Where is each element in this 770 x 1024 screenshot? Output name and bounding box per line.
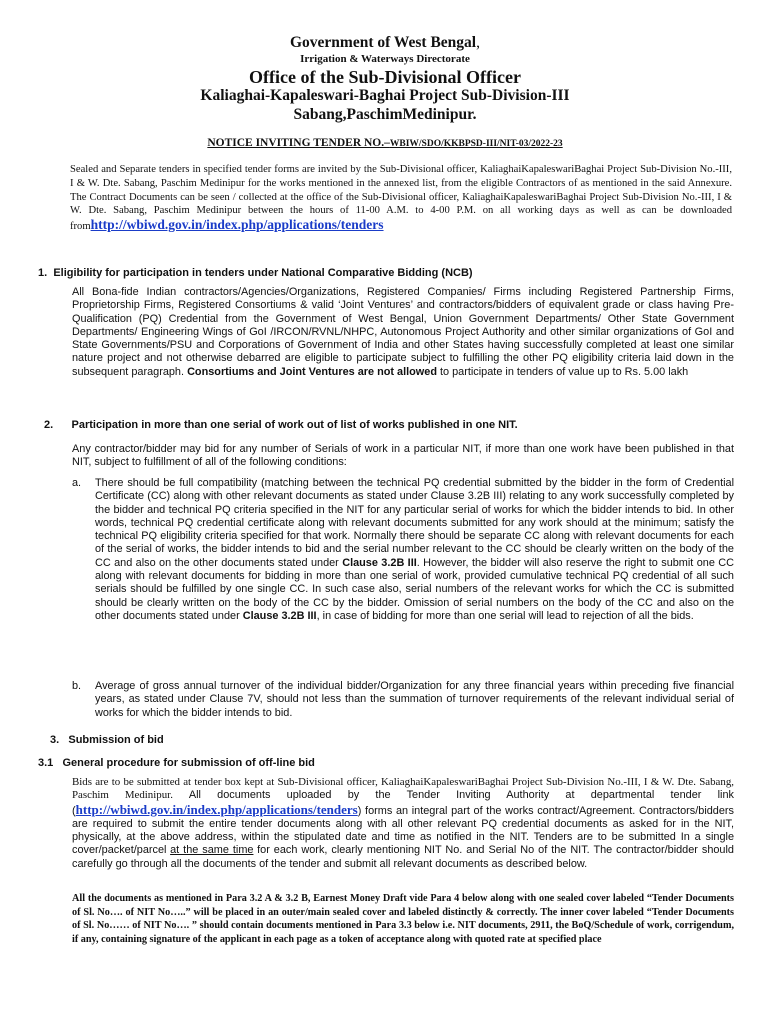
notice-title: NOTICE INVITING TENDER NO.–WBIW/SDO/KKBPSD-III/NIT-03/2022-23	[207, 137, 563, 149]
header-project: Kaliaghai-Kapaleswari-Baghai Project Sub-Division-III	[200, 87, 570, 104]
departmental-tender-link[interactable]: http://wbiwd.gov.in/index.php/applications/tenders	[75, 801, 358, 817]
intro-paragraph: Sealed and Separate tenders in specified tender forms are invited by the Sub-Divisional officer, KaliaghaiKapaleswariBaghai Project Sub-Division No.-III, I & W. Dte. Sabang, Paschim Medinipur for the works mentioned in the annexed list, from the eligible Contractors of as mentioned in the said Annexure. The Contract Documents can be seen / collected at the office of the Sub-Divisional officer, KaliaghaiKapaleswariBaghai Project Sub-Division No.-III, I & W. Dte. Sabang, Paschim Medinipur between the hours of 11-00 A.M. to 4-00 P.M. on all working days as well as can be downloaded fromhttp://wbiwd.gov.in/index.php/applications/tenders	[70, 164, 732, 233]
section-3-1-text: Bids are to be submitted at tender box kept at Sub-Divisional officer, KaliaghaiKapaleswariBaghai Project Sub-Division No.-III, I & W. Dte. Sabang, Paschim Medinipur. All documents uploaded by the Tender Inviting Authority at departmental tender link (http://wbiwd.gov.in/index.php/applications/tenders) forms an integral part of the works contract/Agreement. Contractors/bidders are required to submit the entire tender documents along with all other relevant PQ credential documents as asked for in the NIT, physically, at the above address, within the stipulated date and time as notified in the NIT. Tenders are to be submitted In a single cover/packet/parcel at the same time for each work, clearly mentioning NIT No. and Serial No of the NIT. The contractor/bidder should carefully go through all the documents of the tender and submit all relevant documents as described below.	[72, 776, 734, 870]
section-2-heading: 2. Participation in more than one serial of work out of list of works published in one NIT.	[44, 419, 518, 431]
header-directorate: Irrigation & Waterways Directorate	[300, 53, 470, 65]
header-place: Sabang,PaschimMedinipur.	[293, 106, 477, 123]
section-3-1-heading: 3.1 General procedure for submission of off-line bid	[38, 757, 315, 769]
section-1-text: All Bona-fide Indian contractors/Agencies/Organizations, Registered Companies/ Firms including Registered Partnership Firms, Proprietorship Firms, Registered Consortiums & valid ‘Joint Ventures’ and contractors/bidders of equivalent grade or class having Pre-Qualification (PQ) Credential from the Government of West Bengal, Union Government Departments/ Other State Government Departments/ Engineering Wings of GoI /IRCON/RVNL/NHPC, Autonomous Project Authority and other similar organizations of GoI and State Governments/PSU and Corporations of Government of India and other States having successfully completed at least one similar nature project and not otherwise debarred are eligible to participate subject to fulfilling the other PQ eligibility criteria laid down in the subsequent paragraph. Consortiums and Joint Ventures are not allowed to participate in tenders of value up to Rs. 5.00 lakh	[72, 286, 734, 378]
section-2-item-b: b. Average of gross annual turnover of the individual bidder/Organization for any three financial years within preceding five financial years, as stated under Clause 7V, should not less than the summation of turnover requirements of the relevant individual serial of works for which the bidder intends to bid.	[72, 680, 734, 719]
section-2-item-a: a. There should be full compatibility (matching between the technical PQ credential submitted by the bidder in the form of Credential Certificate (CC) along with other relevant documents as stated under Clause 3.2B III) relating to any work successfully completed by the bidder and technical PQ criteria specified in the NIT for any particular serial of works for which the bidder intends to bid. In other words, technical PQ credential certificate along with relevant documents submitted for any work should at the minimum; satisfy the technical PQ eligibility criteria specified for that work. Normally there should be separate CC along with relevant documents for each of the serial of works, the bidder intends to bid and the serial number relevant to the CC should be clearly written on the body of the CC and also on the other documents stated under Clause 3.2B III. However, the bidder will also reserve the right to submit one CC along with relevant documents for bidding in more than one serial of work, provided cumulative technical PQ credential of all such serials should be fulfilled by one single CC. In such case also, serial numbers of the relevant works for which the CC is submitted should be clearly written on the body of the CC by the bidder. Omission of serial numbers on the body of the CC and also on the other documents stated under Clause 3.2B III, in case of bidding for more than one serial will lead to rejection of all the bids.	[72, 477, 734, 622]
section-3-1-bold-paragraph: All the documents as mentioned in Para 3.2 A & 3.2 B, Earnest Money Draft vide Para 4 below along with one sealed cover labeled “Tender Documents of Sl. No…. of NIT No…..” will be placed in an outer/main sealed cover and labeled distinctly & correctly. The inner cover labeled “Tender Documents of Sl. No…… of NIT No…. ” should contain documents mentioned in Para 3.3 below i.e. NIT documents, 2911, the BoQ/Schedule of work, corrigendum, if any, containing signature of the applicant in each page as a token of acceptance along with quoted rate at specified place	[72, 893, 734, 945]
tender-link[interactable]: http://wbiwd.gov.in/index.php/applications/tenders	[90, 217, 384, 233]
notice-number: WBIW/SDO/KKBPSD-III/NIT-03/2022-23	[389, 139, 563, 149]
header-office: Office of the Sub-Divisional Officer	[249, 67, 521, 87]
header-government: Government of West Bengal,	[289, 34, 480, 51]
same-time-underlined: at the same time	[170, 844, 254, 857]
item-b-marker: b.	[72, 680, 82, 692]
section-3-heading: 3. Submission of bid	[50, 734, 164, 746]
section-1-heading: 1. Eligibility for participation in tenders under National Comparative Bidding (NCB)	[38, 267, 473, 279]
section-2-intro: Any contractor/bidder may bid for any number of Serials of work in a particular NIT, if more than one work have been published in that NIT, subject to fulfillment of all of the following conditions:	[72, 443, 734, 469]
item-a-marker: a.	[72, 477, 82, 489]
